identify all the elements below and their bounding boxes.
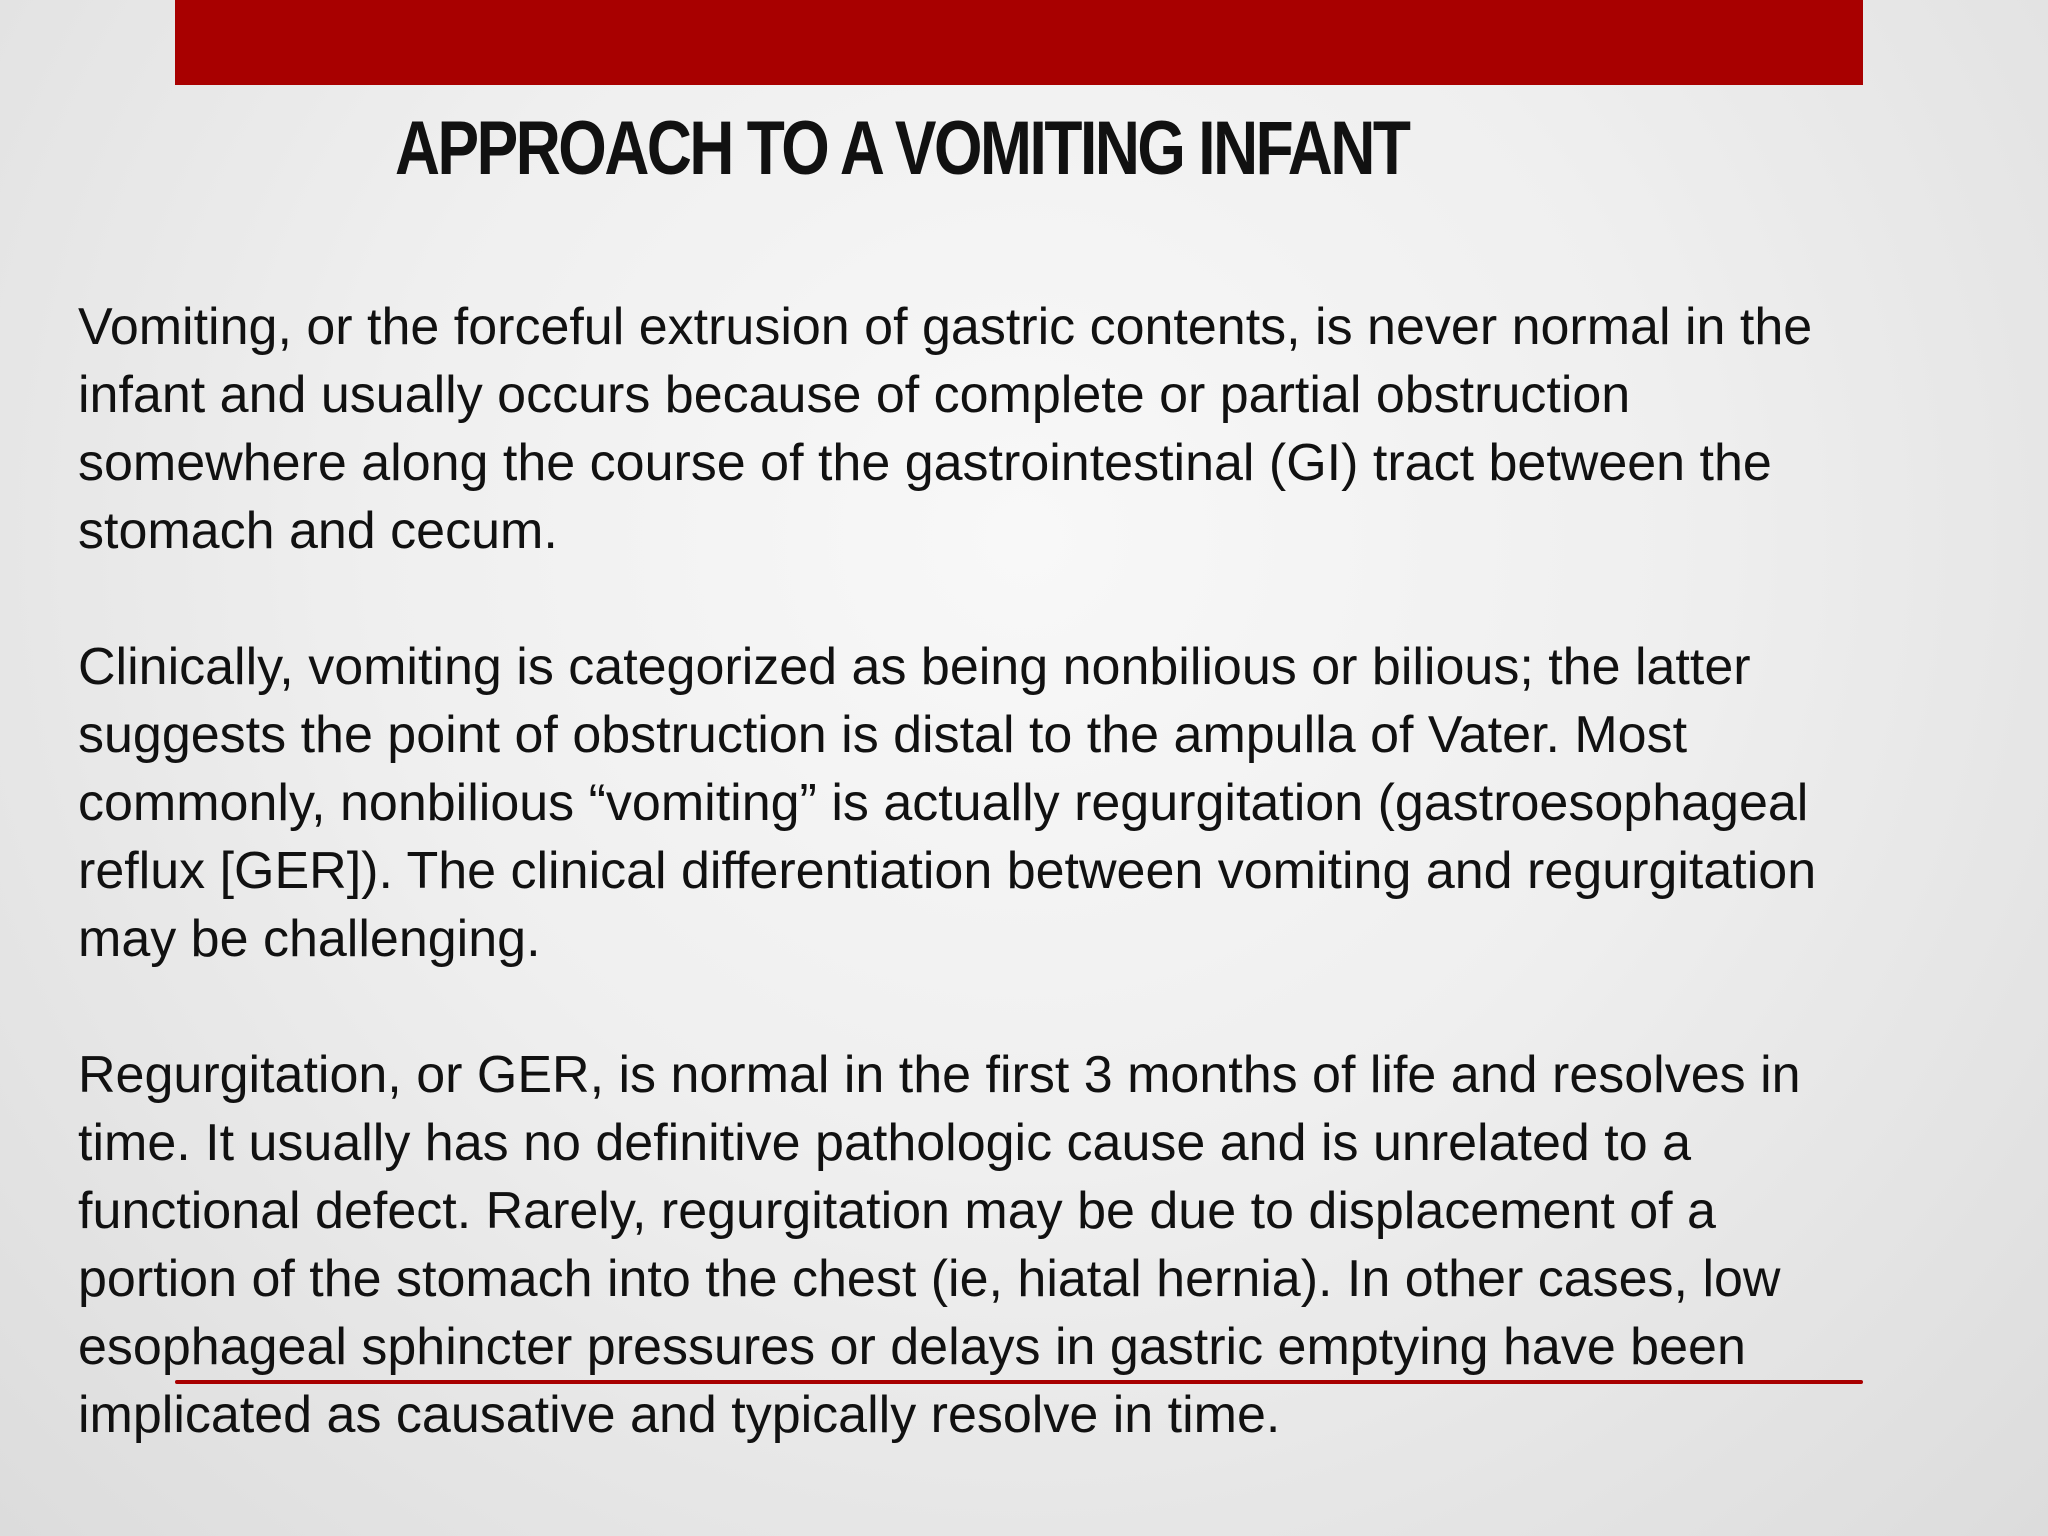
text-line: functional defect. Rarely, regurgitation may be due to displacement of a [78, 1182, 1716, 1240]
slide-body [78, 293, 2008, 1449]
text-line: esophageal sphincter pressures or delays in gastric emptying have been [78, 1318, 1746, 1376]
text-line: stomach and cecum. [78, 502, 558, 560]
top-accent-bar [175, 0, 1863, 85]
text-line: commonly, nonbilious “vomiting” is actually regurgitation (gastroesophageal [78, 774, 1809, 832]
text-line: time. It usually has no definitive pathologic cause and is unrelated to a [78, 1114, 1691, 1172]
text-line: suggests the point of obstruction is distal to the ampulla of Vater. Most [78, 706, 1688, 764]
text-line: Regurgitation, or GER, is normal in the first 3 months of life and resolves in [78, 1046, 1801, 1104]
slide-title: APPROACH TO A VOMITING INFANT [395, 106, 1409, 191]
text-line: may be challenging. [78, 910, 541, 968]
paragraph-clinical-categorization [78, 633, 2008, 973]
text-line: Vomiting, or the forceful extrusion of gastric contents, is never normal in the [78, 298, 1813, 356]
text-line: infant and usually occurs because of complete or partial obstruction [78, 366, 1631, 424]
text-line: Clinically, vomiting is categorized as being nonbilious or bilious; the latter [78, 638, 1751, 696]
text-line: portion of the stomach into the chest (ie, hiatal hernia). In other cases, low [78, 1250, 1781, 1308]
bottom-accent-line [175, 1380, 1863, 1384]
text-line: somewhere along the course of the gastrointestinal (GI) tract between the [78, 434, 1772, 492]
paragraph-vomiting-definition [78, 293, 2008, 565]
paragraph-regurgitation [78, 1041, 2008, 1449]
text-line: reflux [GER]). The clinical differentiation between vomiting and regurgitation [78, 842, 1817, 900]
text-line: implicated as causative and typically resolve in time. [78, 1386, 1281, 1444]
